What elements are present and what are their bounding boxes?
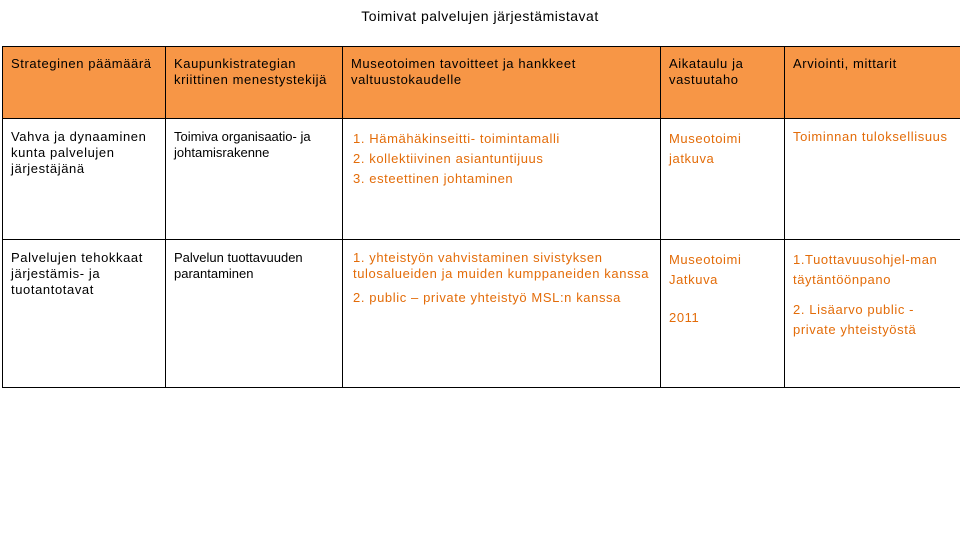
project-item: 1. yhteistyön vahvistaminen sivistyksen tulosalueiden ja muiden kumppaneiden kanssa [353, 250, 650, 281]
cell-projects [343, 240, 661, 388]
project-item: 1. Hämähäkinseitti- toimintamalli [353, 131, 560, 146]
table-row [3, 240, 960, 388]
project-item: 2. public – private yhteistyö MSL:n kanssa [353, 290, 621, 305]
header-strategic-goal: Strateginen päämäärä [3, 47, 166, 119]
schedule-item: jatkuva [669, 151, 715, 166]
evaluation-item: 1.Tuottavuusohjel-man täytäntöönpano [793, 252, 938, 287]
project-item: 2. kollektiivinen asiantuntijuus [353, 151, 544, 166]
cell-evaluation [785, 240, 960, 388]
page-title: Toimivat palvelujen järjestämistavat [361, 8, 599, 24]
evaluation-item: 2. Lisäarvo public - private yhteistyöstä [793, 302, 917, 337]
table-header-row [3, 47, 960, 119]
cell-success-factor: Palvelun tuottavuuden parantaminen [166, 240, 343, 388]
table-row [3, 119, 960, 240]
header-goals-and-projects: Museotoimen tavoitteet ja hankkeet valtuustokaudelle [343, 47, 661, 119]
cell-projects [343, 119, 661, 240]
cell-success-factor: Toimiva organisaatio- ja johtamisrakenne [166, 119, 343, 240]
header-critical-success-factor: Kaupunkistrategian kriittinen menestystekijä [166, 47, 343, 119]
evaluation-item: Toiminnan tuloksellisuus [793, 129, 948, 144]
strategy-table [2, 46, 960, 388]
schedule-item: Museotoimi [669, 131, 742, 146]
cell-strategic-goal: Palvelujen tehokkaat järjestämis- ja tuotantotavat [3, 240, 166, 388]
cell-schedule [661, 240, 785, 388]
cell-evaluation [785, 119, 960, 240]
cell-strategic-goal: Vahva ja dynaaminen kunta palvelujen järjestäjänä [3, 119, 166, 240]
project-item: 3. esteettinen johtaminen [353, 171, 514, 186]
schedule-item: Jatkuva [669, 272, 719, 287]
cell-schedule [661, 119, 785, 240]
header-evaluation-metrics: Arviointi, mittarit [785, 47, 960, 119]
schedule-item: Museotoimi [669, 252, 742, 267]
schedule-item: 2011 [669, 310, 700, 325]
header-schedule-responsible: Aikataulu ja vastuutaho [661, 47, 785, 119]
